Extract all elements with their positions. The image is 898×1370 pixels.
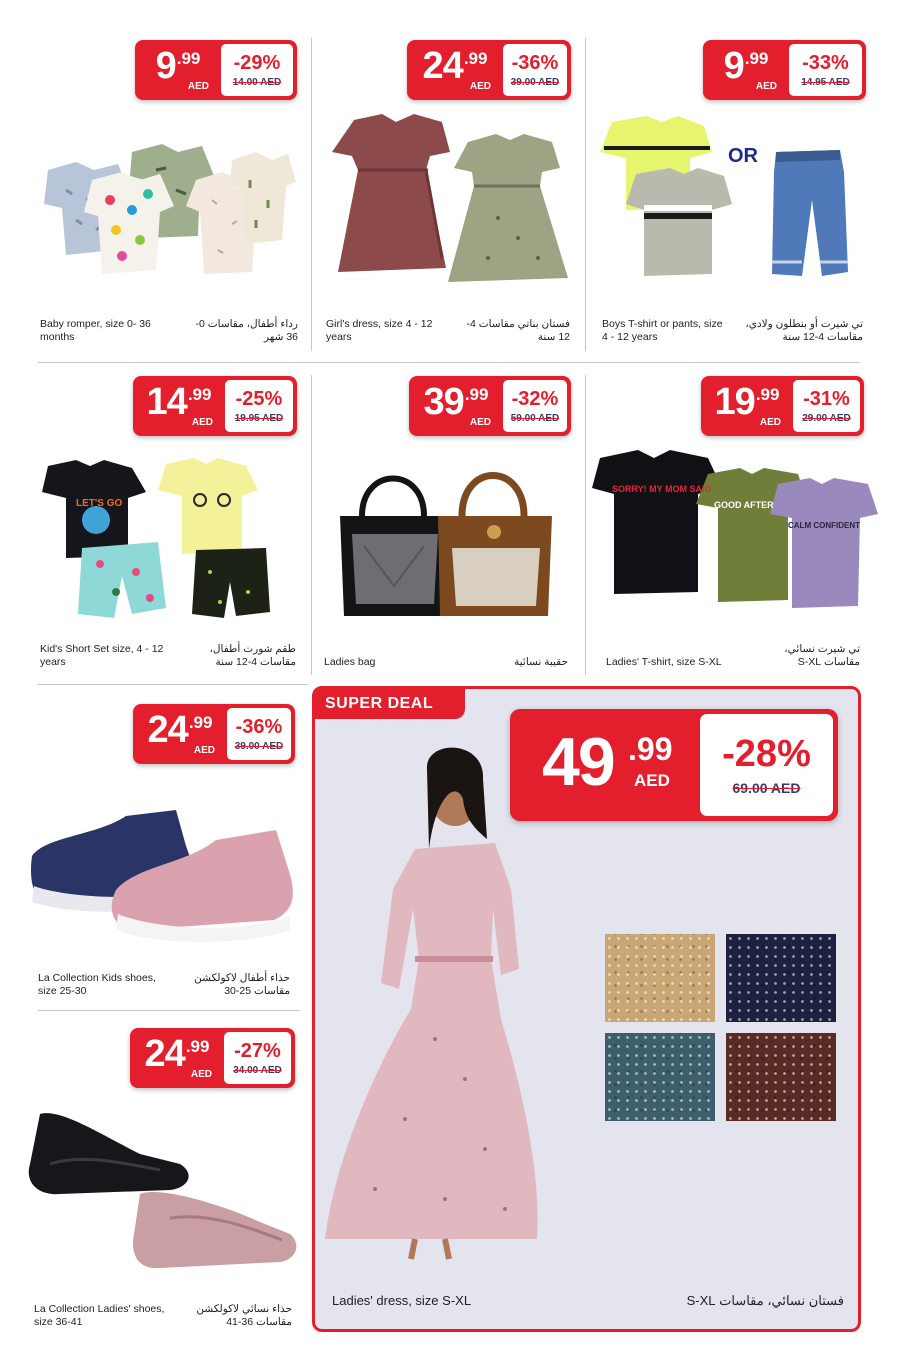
sale-price: 9 .99 AED [155,45,209,92]
discount-box [503,44,567,96]
discount-percent: -25% [235,388,283,410]
tshirt-black [592,450,722,594]
price-tag [133,376,297,436]
fabric-swatch-mustard [605,934,715,1022]
kids-short-set-image [40,452,272,632]
old-price: 14.95 AED [801,77,850,88]
product-name-ar: رداء أطفال، مقاسات 0-36 شهر [195,318,298,343]
discount-percent: -36% [235,716,283,738]
price-tag [701,376,864,436]
product-name-ar: طقم شورت أطفال، مقاسات 4-12 سنة [209,643,296,668]
super-deal-badge: SUPER DEAL [315,689,465,719]
fabric-swatch-navy [726,934,836,1022]
flat-pink [133,1192,296,1268]
divider [38,1010,300,1011]
product-name-ar: تي شيرت نسائي، مقاسات S-XL [784,643,860,668]
old-price: 39.00 AED [510,77,560,88]
sale-price: 24 .99 AED [144,1033,212,1080]
discount-percent: -36% [511,52,559,74]
fabric-swatch-teal [605,1033,715,1121]
tshirt-print-1: SORRY! MY MOM SAID [612,484,712,494]
discount-percent: -29% [233,52,281,74]
baby-romper-image [36,140,298,290]
product-name-ar: فستان بناتي مقاسات 4-12 سنة [466,318,570,343]
divider [311,38,312,351]
tshirt-print-3: CALM CONFIDENT [788,521,860,530]
old-price: 39.00 AED [234,741,284,752]
sale-price: 14 .99 AED [146,381,213,428]
fabric-swatch-brown [726,1033,836,1121]
divider [585,375,586,675]
price-tag [133,704,295,764]
product-name-ar: فستان نسائي، مقاسات S-XL [686,1293,844,1308]
sale-price: 19 .99 AED [714,381,781,428]
product-name-en: Girl's dress, size 4 - 12 years [326,318,433,343]
price-tag [703,40,866,100]
product-name-ar: حذاء أطفال لاكولكشن مقاسات 25-30 [194,972,290,997]
tshirt-print-2: GOOD AFTER [714,500,774,510]
sale-price: 39 .99 AED [423,381,491,428]
shorts-floral [78,542,166,618]
old-price: 69.00 AED [732,780,801,796]
flat-black [29,1113,189,1194]
discount-percent: -27% [234,1040,281,1062]
discount-box [503,380,567,432]
or-label: OR [728,145,758,167]
product-name-en: Baby romper, size 0- 36 months [40,318,151,343]
tshirt-grey [626,168,732,276]
product-name-ar: تي شيرت أو بنطلون ولادي، مقاسات 4-12 سنة [745,318,863,343]
super-deal-panel [312,686,861,1332]
sale-price: 24 .99 AED [422,45,491,92]
divider [585,38,586,351]
discount-box [225,380,293,432]
pants-blue [772,150,848,276]
product-name-en: Boys T-shirt or pants, size 4 - 12 years [602,318,723,343]
girls-dress-image [318,108,576,293]
sale-price: 49 .99 AED [542,724,673,800]
discount-percent: -28% [722,733,811,775]
discount-percent: -32% [511,388,559,410]
product-name-en: Ladies' T-shirt, size S-XL [606,656,722,668]
old-price: 29.00 AED [802,413,851,424]
bag-brown [438,476,552,617]
old-price: 19.95 AED [234,413,284,424]
shirt-yellow [158,458,258,554]
old-price: 34.00 AED [233,1065,282,1076]
ladies-shoes-image [20,1104,304,1284]
sale-price: 9 .99 AED [723,45,777,92]
discount-percent: -31% [803,388,850,410]
discount-box [700,714,833,816]
discount-percent: -33% [802,52,849,74]
bag-black [340,479,452,617]
ladies-dress-model-image [315,739,545,1299]
product-name-en: Ladies bag [324,656,376,668]
discount-box [224,1032,291,1084]
product-name-en: Ladies' dress, size S-XL [332,1293,472,1308]
product-name-ar: حذاء نسائي لاكولكشن مقاسات 36-41 [196,1303,292,1328]
discount-box [789,44,862,96]
kids-shoes-image [26,806,298,946]
ladies-bag-image [334,456,560,620]
sale-price: 24 .99 AED [147,709,215,756]
divider [311,375,312,675]
shorts-black [192,548,270,618]
discount-box [227,708,291,760]
old-price: 59.00 AED [510,413,560,424]
price-tag [409,376,571,436]
ladies-tshirt-image [592,444,882,614]
price-tag [135,40,297,100]
shirt-print: LET'S GO [76,498,123,509]
product-name-en: Kid's Short Set size, 4 - 12 years [40,643,164,668]
dress-maroon [332,114,450,272]
price-tag [130,1028,295,1088]
product-name-en: La Collection Kids shoes, size 25-30 [38,972,156,997]
divider [38,684,308,685]
shirt-black [42,460,146,558]
boys-tshirt-pants-image [592,112,866,292]
product-name-en: La Collection Ladies' shoes, size 36-41 [34,1303,165,1328]
discount-box [793,380,860,432]
dress-floral [448,134,568,282]
product-name-ar: حقيبة نسائية [514,656,568,668]
price-tag [407,40,571,100]
old-price: 14.00 AED [232,77,282,88]
divider [38,362,860,363]
discount-box [221,44,293,96]
super-deal-price-tag [510,709,838,821]
